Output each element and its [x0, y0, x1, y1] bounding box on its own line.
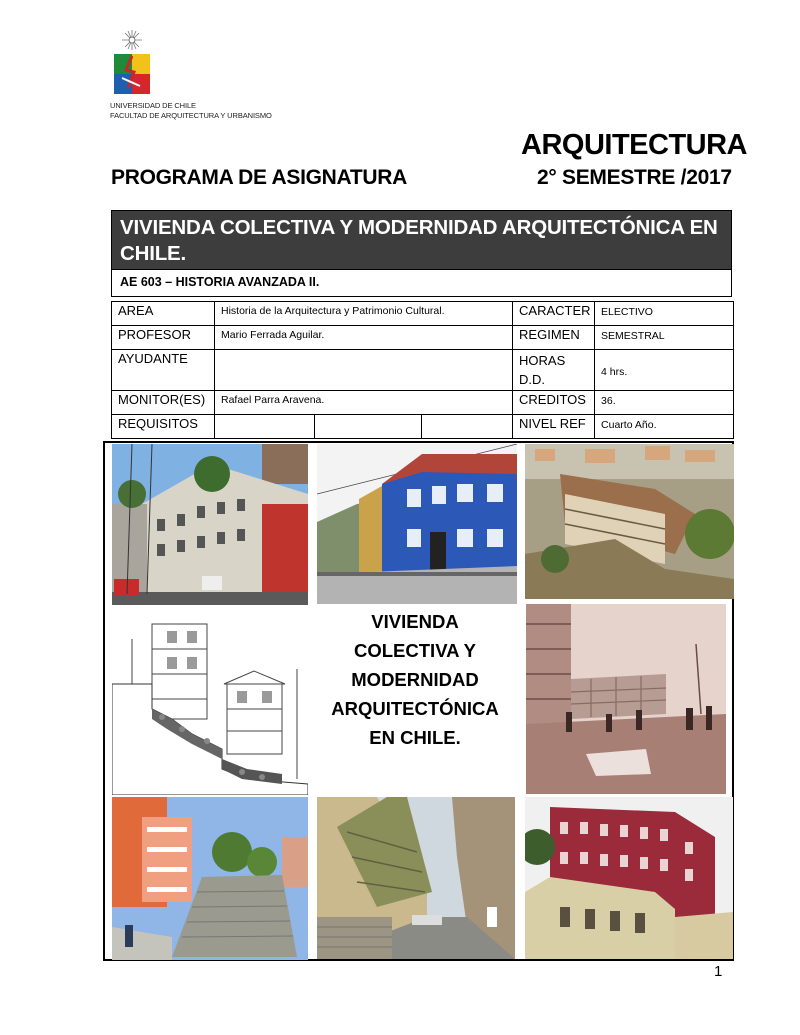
- photo-stairs-apartments: [112, 797, 308, 960]
- table-row: [112, 302, 734, 326]
- requisitos-label: REQUISITOS: [112, 415, 215, 439]
- caracter-label: CARACTER: [513, 302, 595, 326]
- course-box: [111, 210, 732, 297]
- photo-red-building: [525, 797, 733, 959]
- course-info-table: [111, 301, 734, 439]
- course-title: VIVIENDA COLECTIVA Y MODERNIDAD ARQUITECTÓNICA EN CHILE.: [112, 211, 731, 269]
- photo-construction-sepia: [526, 604, 726, 794]
- requisito-cell: [315, 415, 422, 439]
- cover-title-line: MODERNIDAD: [351, 669, 479, 690]
- table-row: [112, 350, 734, 391]
- page-number: 1: [714, 963, 723, 980]
- photo-valparaiso-street: [112, 444, 308, 605]
- caracter-value: ELECTIVO: [595, 302, 734, 326]
- institution-line: FACULTAD DE ARQUITECTURA Y URBANISMO: [110, 111, 272, 120]
- section-drawing: [112, 609, 308, 795]
- regimen-value: SEMESTRAL: [595, 326, 734, 350]
- horas-value: 4 hrs.: [595, 350, 734, 391]
- requisito-cell: [215, 415, 315, 439]
- table-row: [112, 415, 734, 439]
- cover-title: [319, 607, 511, 752]
- profesor-label: PROFESOR: [112, 326, 215, 350]
- photo-hillside-block: [525, 444, 734, 599]
- institution-line: UNIVERSIDAD DE CHILE: [110, 101, 196, 110]
- table-row: [112, 391, 734, 415]
- program-label: PROGRAMA DE ASIGNATURA: [111, 166, 407, 189]
- nivel-label: NIVEL REF: [513, 415, 595, 439]
- photo-blue-houses: [317, 444, 517, 604]
- institution-name: [110, 101, 272, 121]
- area-label: AREA: [112, 302, 215, 326]
- area-value: Historia de la Arquitectura y Patrimonio Cultural.: [215, 302, 513, 326]
- horas-label: HORAS D.D.: [513, 350, 595, 391]
- course-code: AE 603 – HISTORIA AVANZADA II.: [112, 269, 731, 296]
- ayudante-label: AYUDANTE: [112, 350, 215, 391]
- profesor-value: Mario Ferrada Aguilar.: [215, 326, 513, 350]
- monitor-value: Rafael Parra Aravena.: [215, 391, 513, 415]
- cover-collage: [103, 441, 734, 961]
- creditos-value: 36.: [595, 391, 734, 415]
- creditos-label: CREDITOS: [513, 391, 595, 415]
- requisito-cell: [422, 415, 513, 439]
- university-logo: [112, 26, 152, 98]
- cover-title-line: VIVIENDA: [371, 611, 459, 632]
- subject-title: ARQUITECTURA: [521, 129, 747, 161]
- cover-title-line: ARQUITECTÓNICA: [331, 698, 499, 719]
- ayudante-value: [215, 350, 513, 391]
- photo-narrow-street: [317, 797, 515, 959]
- regimen-label: REGIMEN: [513, 326, 595, 350]
- cover-title-line: COLECTIVA Y: [354, 640, 476, 661]
- monitor-label: MONITOR(ES): [112, 391, 215, 415]
- table-row: [112, 326, 734, 350]
- nivel-value: Cuarto Año.: [595, 415, 734, 439]
- cover-title-line: EN CHILE.: [369, 727, 461, 748]
- semester-label: 2° SEMESTRE /2017: [537, 166, 732, 189]
